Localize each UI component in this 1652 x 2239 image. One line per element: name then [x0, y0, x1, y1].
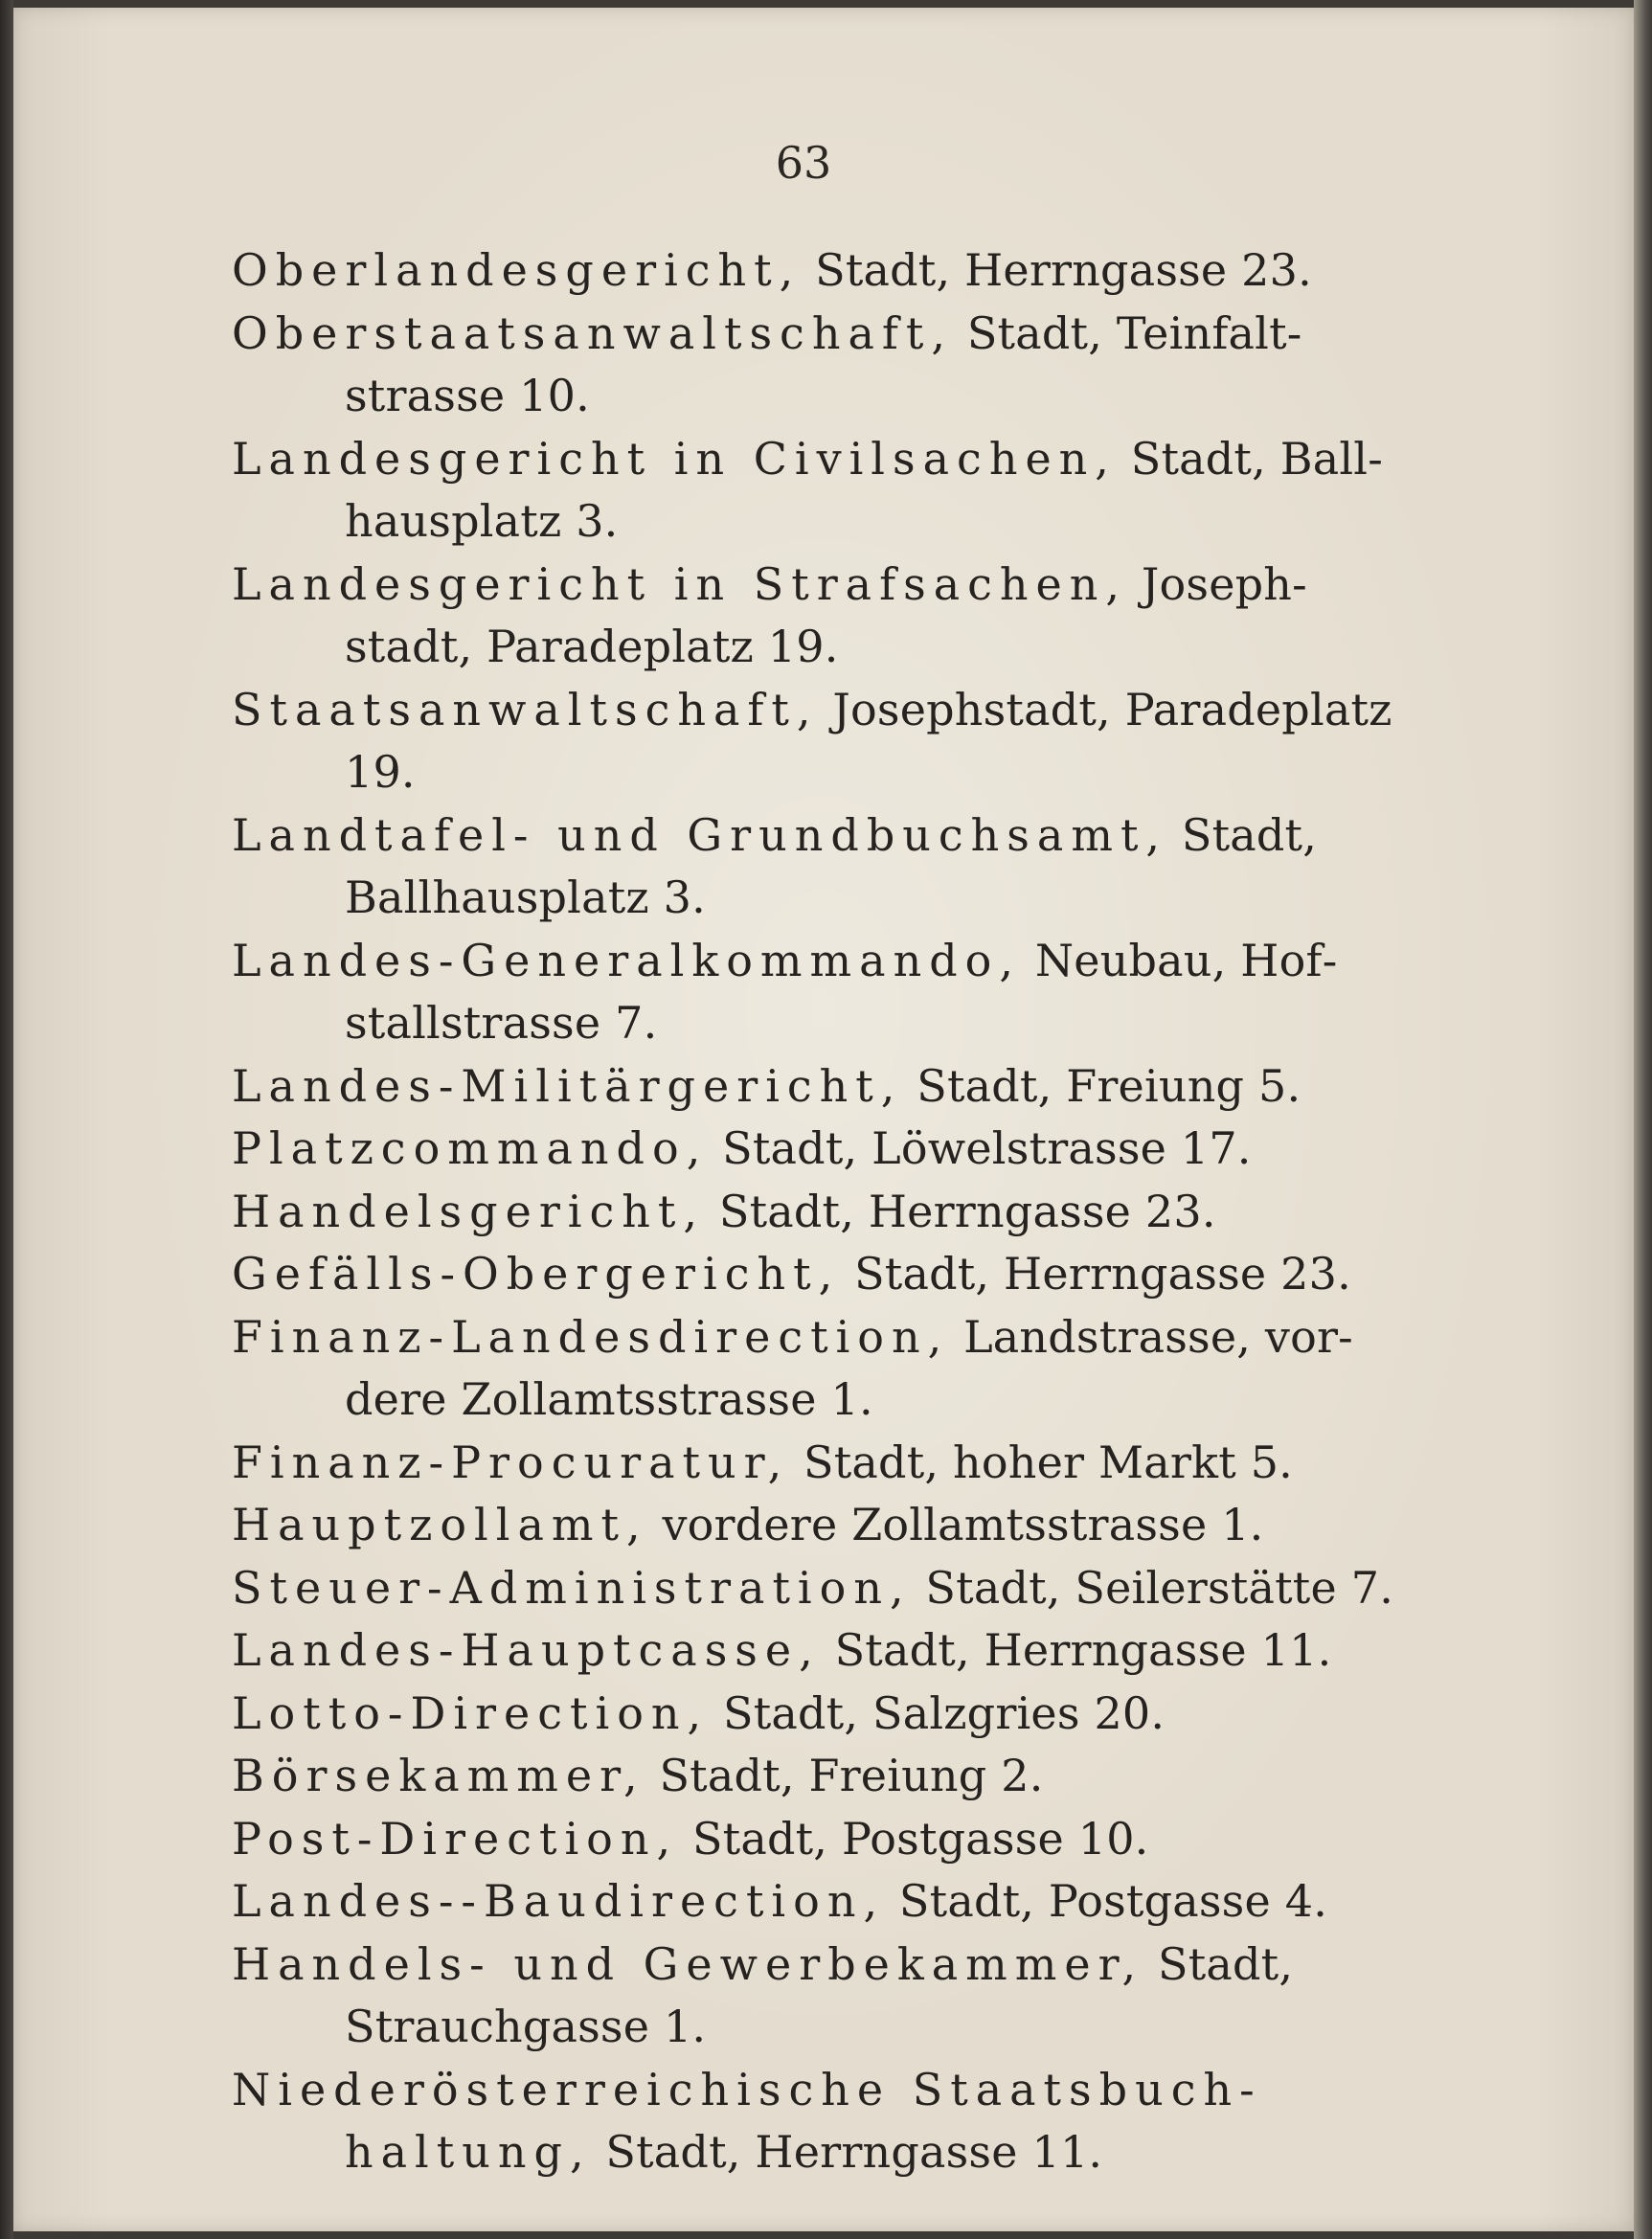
book-page	[13, 8, 1634, 2231]
institution-address: Josephstadt, Paradeplatz 19.	[345, 557, 1307, 672]
list-item	[232, 303, 1400, 428]
list-item	[232, 1619, 1400, 1683]
page-number: 63	[775, 137, 832, 189]
institution-name: Steuer-Administration,	[232, 1561, 912, 1614]
institution-name: Landesgericht in Civilsachen,	[232, 432, 1117, 485]
list-item	[232, 1243, 1400, 1306]
institution-address: Stadt, Herrngasse 11.	[605, 2126, 1103, 2178]
institution-name: Oberlandesgericht,	[232, 244, 802, 296]
institution-address: Stadt, Ballhausplatz 3.	[345, 432, 1383, 547]
institution-address: Stadt, Postgasse 4.	[898, 1875, 1328, 1927]
institution-address: Stadt, Postgasse 10.	[691, 1812, 1149, 1865]
directory-list	[232, 239, 1400, 2184]
list-item	[232, 1055, 1400, 1119]
list-item	[232, 1683, 1400, 1746]
institution-name: Lotto-Direction,	[232, 1686, 710, 1739]
institution-name: Niederösterreichische Staatsbuchhaltung,	[232, 2063, 1255, 2178]
list-item	[232, 930, 1400, 1055]
list-item	[232, 804, 1400, 930]
institution-name: Platzcommando,	[232, 1122, 709, 1174]
list-item	[232, 1306, 1400, 1432]
list-item	[232, 1432, 1400, 1495]
institution-name: Landesgericht in Strafsachen,	[232, 557, 1128, 610]
institution-name: Landes--Baudirection,	[232, 1875, 886, 1927]
institution-address: Stadt, Freiung 5.	[917, 1059, 1301, 1112]
institution-name: Landes-Generalkommando,	[232, 934, 1021, 986]
list-item	[232, 1494, 1400, 1557]
institution-address: Stadt, Herrngasse 23.	[815, 244, 1312, 296]
institution-address: Stadt, Teinfaltstrasse 10.	[345, 306, 1302, 421]
list-item	[232, 1118, 1400, 1181]
list-item	[232, 1745, 1400, 1808]
institution-name: Post-Direction,	[232, 1812, 679, 1865]
list-item	[232, 1808, 1400, 1871]
institution-name: Börsekammer,	[232, 1750, 645, 1801]
list-item	[232, 1181, 1400, 1244]
institution-name: Finanz-Landesdirection,	[232, 1310, 950, 1363]
list-item	[232, 1557, 1400, 1620]
list-item	[232, 2059, 1400, 2184]
list-item	[232, 239, 1400, 303]
institution-address: Landstrasse, vordere Zollamtsstrasse 1.	[345, 1310, 1353, 1425]
list-item	[232, 1934, 1400, 2059]
institution-address: Stadt, Strauchgasse 1.	[345, 1937, 1294, 2052]
list-item	[232, 679, 1400, 804]
institution-name: Landes-Hauptcasse,	[232, 1624, 821, 1676]
institution-name: Landes-Militärgericht,	[232, 1059, 903, 1112]
list-item	[232, 1870, 1400, 1934]
institution-address: Stadt, Freiung 2.	[659, 1750, 1044, 1801]
institution-name: Hauptzollamt,	[232, 1499, 648, 1550]
institution-name: Oberstaatsanwaltschaft,	[232, 306, 954, 359]
institution-name: Gefälls-Obergericht,	[232, 1248, 841, 1300]
list-item	[232, 554, 1400, 679]
book-spine-shadow	[0, 0, 13, 2239]
institution-address: Stadt, Herrngasse 23.	[718, 1185, 1216, 1237]
institution-name: Staatsanwaltschaft,	[232, 683, 819, 735]
institution-address: Stadt, Ballhausplatz 3.	[345, 808, 1318, 923]
institution-address: Neubau, Hofstallstrasse 7.	[345, 934, 1338, 1049]
institution-address: vordere Zollamtsstrasse 1.	[662, 1499, 1264, 1550]
institution-address: Stadt, Herrngasse 23.	[854, 1248, 1351, 1300]
institution-address: Stadt, hoher Markt 5.	[803, 1436, 1293, 1488]
institution-name: Handels- und Gewerbekammer,	[232, 1937, 1144, 1990]
institution-address: Stadt, Löwelstrasse 17.	[722, 1122, 1252, 1174]
institution-name: Landtafel- und Grundbuchsamt,	[232, 808, 1168, 861]
page-edge-shadow	[1634, 0, 1652, 2239]
list-item	[232, 428, 1400, 554]
institution-address: Josephstadt, Paradeplatz 19.	[345, 683, 1392, 798]
institution-address: Stadt, Seilerstätte 7.	[925, 1561, 1394, 1614]
institution-address: Stadt, Salzgries 20.	[722, 1686, 1165, 1739]
institution-name: Handelsgericht,	[232, 1185, 706, 1237]
institution-address: Stadt, Herrngasse 11.	[834, 1624, 1332, 1676]
institution-name: Finanz-Procuratur,	[232, 1436, 790, 1488]
